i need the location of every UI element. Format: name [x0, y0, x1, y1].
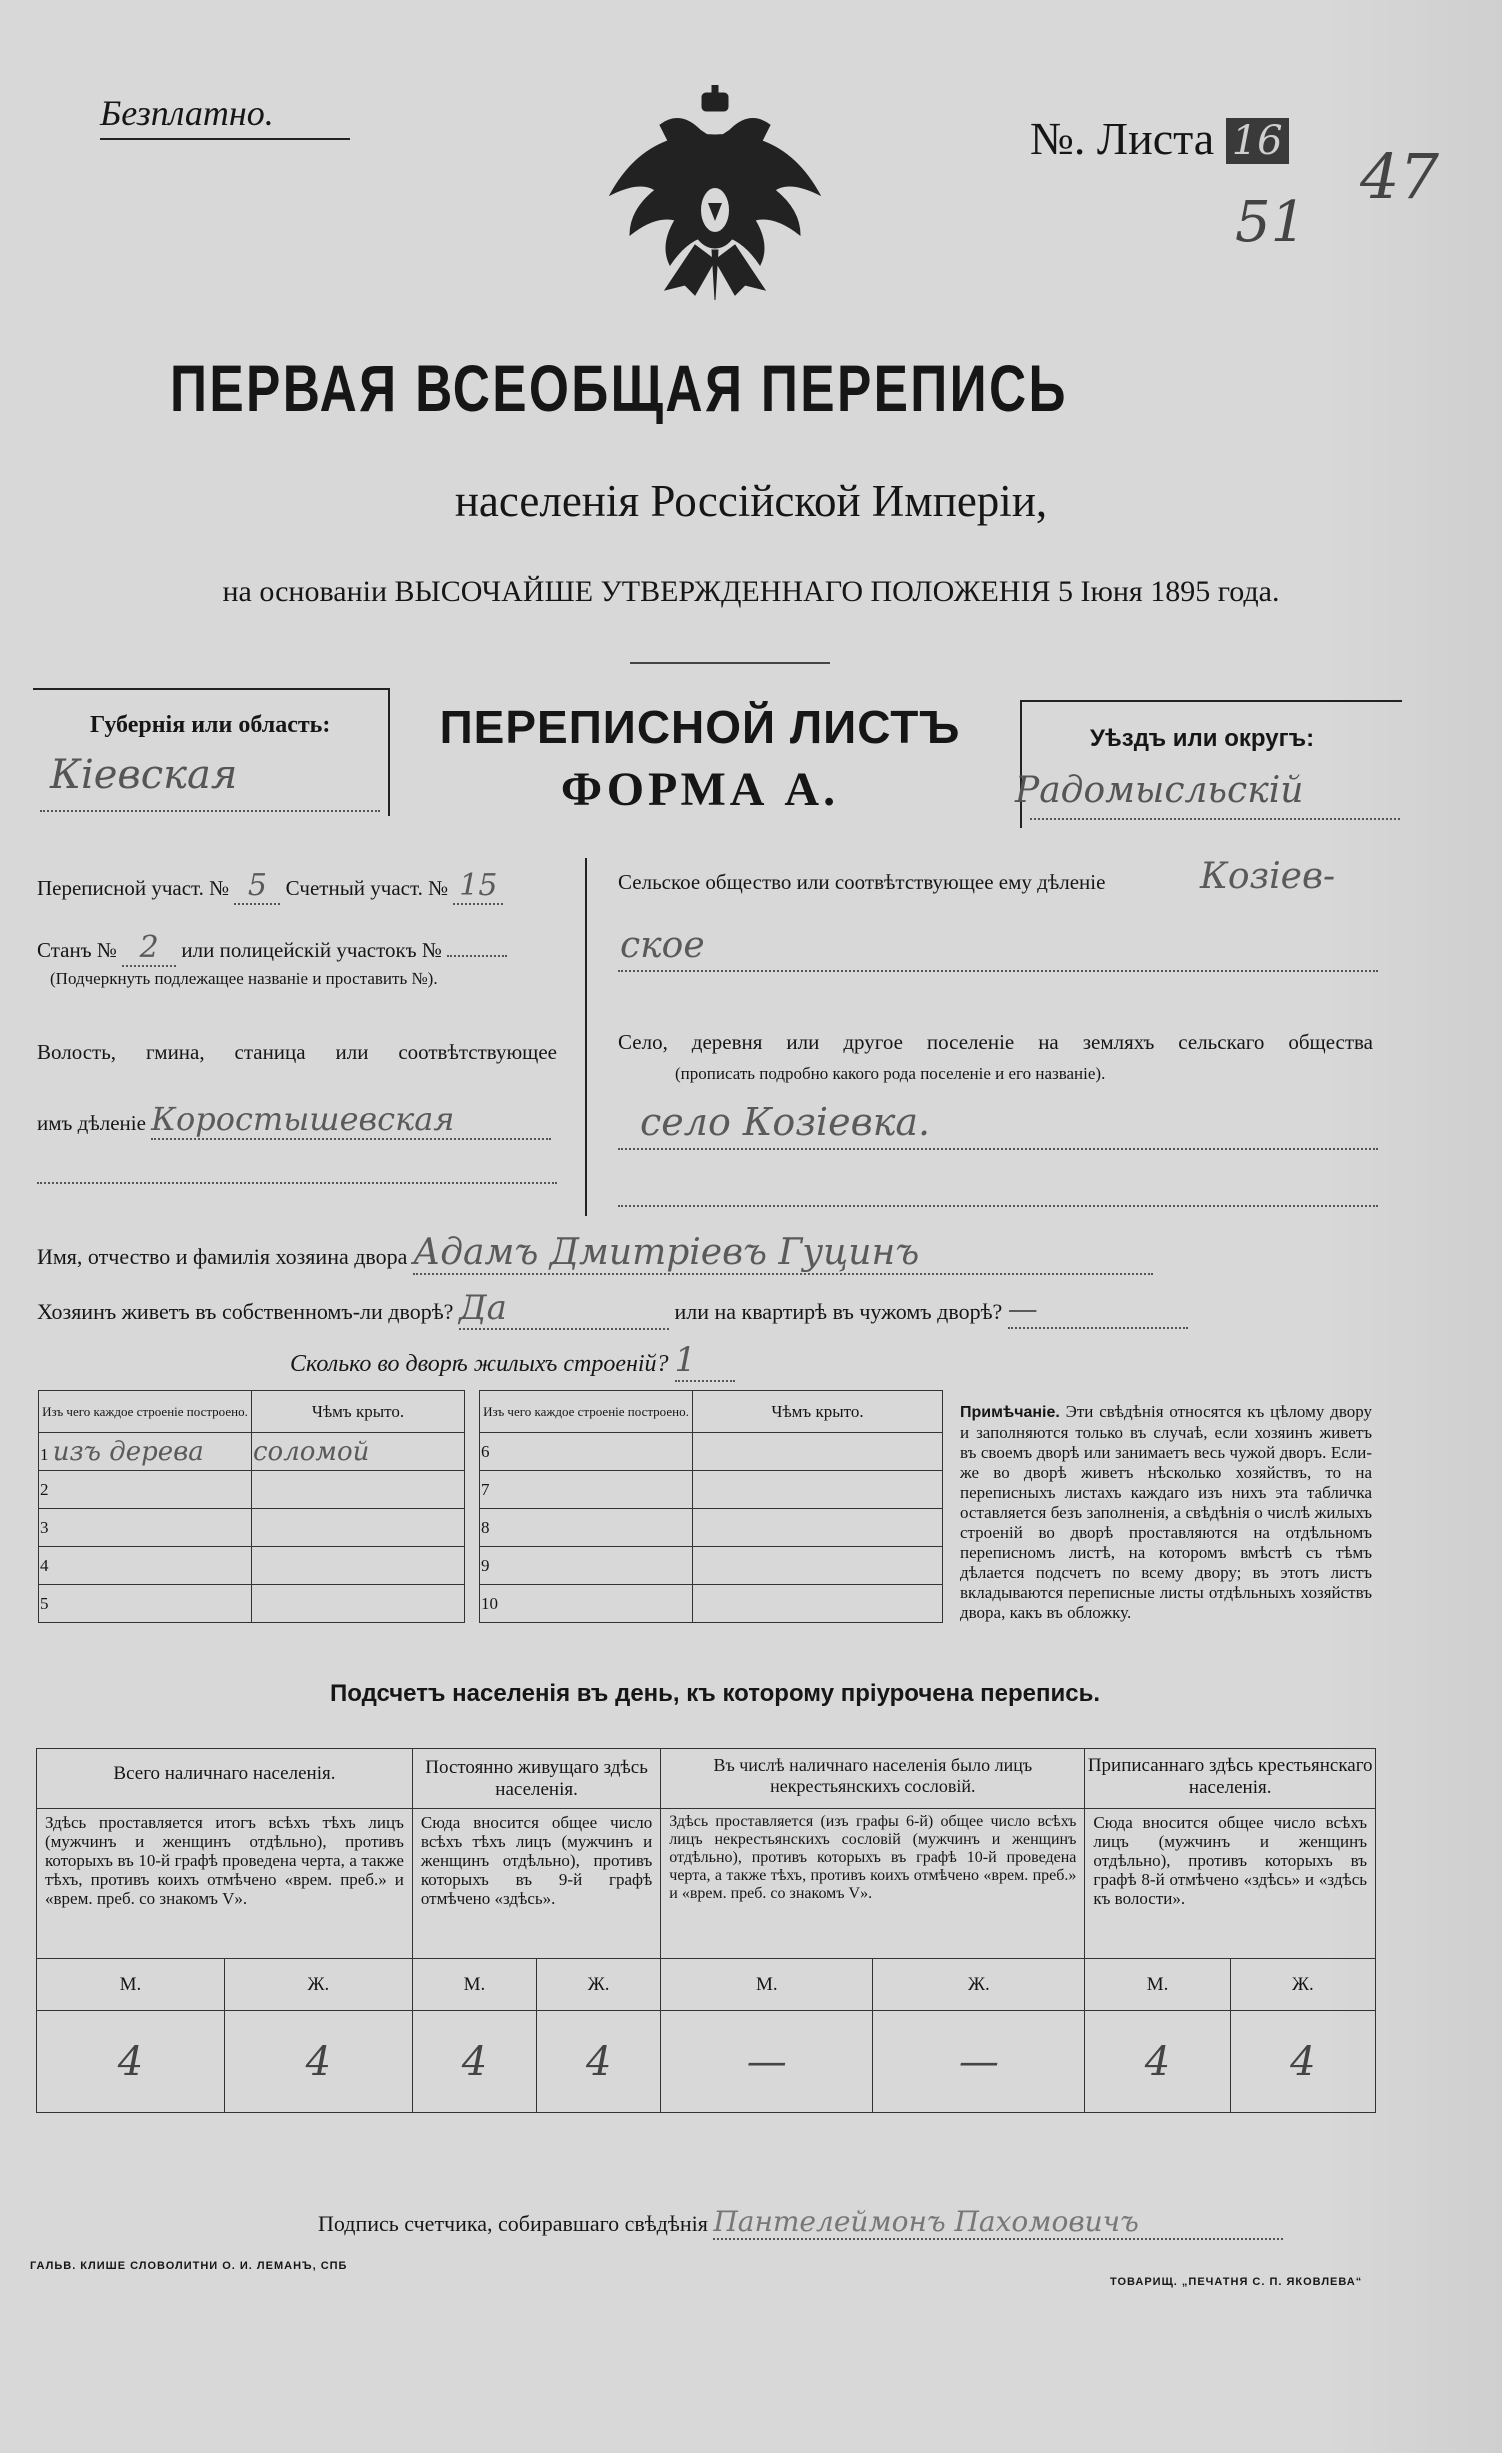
row3-material: [39, 1509, 252, 1547]
stan-value: 2: [122, 930, 176, 967]
row-num: 2: [40, 1479, 49, 1499]
ornament-divider: [630, 662, 830, 664]
row8-material: [480, 1509, 693, 1547]
owner-name-row: [37, 1232, 1153, 1275]
pop-col4-desc: Сюда вносится общее число всѣхъ лицъ (мужчинъ и женщинъ отдѣльно), противъ которыхъ въ графѣ 8-й отмѣчено «здѣсь» и «здѣсь къ волости».: [1085, 1809, 1376, 1959]
row4-material: [39, 1547, 252, 1585]
col-roof-right: Чѣмъ крыто.: [693, 1391, 943, 1433]
row4-roof: [252, 1547, 465, 1585]
owner-rent-value: —: [1008, 1292, 1188, 1329]
buildings-row: [290, 1340, 735, 1382]
table-gap: [465, 1391, 480, 1433]
note-title: Примѣчаніе.: [960, 1404, 1060, 1421]
stan-row: [37, 930, 507, 967]
note-block: [960, 1402, 1372, 1623]
pop-col2-header: Постоянно живущаго здѣсь населенія.: [412, 1749, 660, 1809]
table-row: [39, 1585, 943, 1623]
table-row: [39, 1471, 943, 1509]
stan-label: Станъ №: [37, 938, 117, 962]
table-gap: [465, 1585, 480, 1623]
population-title: Подсчетъ населенія въ день, къ которому пріурочена перепись.: [330, 1680, 1100, 1707]
table-gap: [465, 1471, 480, 1509]
volost-label: Волость, гмина, станица или соотвѣтствующее: [37, 1040, 557, 1064]
owner-own-row: [37, 1288, 1188, 1330]
pop-zh-label: Ж.: [224, 1959, 412, 2011]
printer-right: ТОВАРИЩ. „ПЕЧАТНЯ С. П. ЯКОВЛЕВА“: [1110, 2276, 1363, 2288]
sheet-number-value: 16: [1226, 118, 1289, 164]
population-sex-row: [37, 1959, 1376, 2011]
table-gap: [465, 1547, 480, 1585]
volost-value: Коростышевская: [151, 1100, 551, 1140]
counting-area-label: Счетный участ. №: [285, 876, 449, 900]
row1-material: [39, 1433, 252, 1471]
pop-col1-desc: Здѣсь проставляется итогъ всѣхъ тѣхъ лицъ (мужчинъ и женщинъ отдѣльно), противъ которыхъ въ 10-й графѣ проведена черта, а также тѣхъ, противъ коихъ отмѣчено «врем. преб.» и «врем. преб. со знакомъ V».: [37, 1809, 413, 1959]
police-note: (Подчеркнуть подлежащее названіе и проставить №).: [50, 969, 438, 988]
table-row: [39, 1547, 943, 1585]
row8-roof: [693, 1509, 943, 1547]
col-material-left: Изъ чего каждое строеніе построено.: [39, 1391, 252, 1433]
pop-col1-m: 4: [37, 2011, 225, 2113]
row3-roof: [252, 1509, 465, 1547]
pop-m-label: М.: [1085, 1959, 1230, 2011]
table-row: [39, 1433, 943, 1471]
pop-col4-m: 4: [1085, 2011, 1230, 2113]
row2-material: [39, 1471, 252, 1509]
row-num: 1: [40, 1444, 49, 1464]
row9-material: [480, 1547, 693, 1585]
province-label: Губернія или область:: [90, 712, 331, 738]
row6-material: [480, 1433, 693, 1471]
eagle-emblem-icon: [600, 85, 830, 310]
row1-material-value: изъ дерева: [52, 1436, 204, 1467]
row-num: 3: [40, 1517, 49, 1537]
pop-col3-header: Въ числѣ наличнаго населенія было лицъ некрестьянскихъ сословій.: [661, 1749, 1085, 1809]
note-text: Эти свѣдѣнія относятся къ цѣлому двору и заполняются только въ случаѣ, если хозяинъ живетъ въ своемъ дворѣ или занимаетъ весь чужой дворъ. Если-же во дворѣ живетъ нѣсколько хозяйствъ, то на переписныхъ листахъ каждаго изъ нихъ эта табличка оставляется безъ заполненія, а свѣдѣнія о числѣ жилыхъ строеній во дворѣ проставляются на отдѣльномъ переписномъ листѣ, на которомъ вмѣстѣ съ тѣмъ дѣлается подсчетъ по всему двору; въ этотъ листъ вкладываются переписные листы отдѣльныхъ хозяйствъ двора, какъ въ обложку.: [960, 1402, 1372, 1622]
table-row: [39, 1509, 943, 1547]
row10-material: [480, 1585, 693, 1623]
row2-roof: [252, 1471, 465, 1509]
population-table: [36, 1748, 1376, 2113]
printer-left: ГАЛЬВ. КЛИШЕ СЛОВОЛИТНИ О. И. ЛЕМАНЪ, СПБ: [30, 2260, 348, 2272]
village-value: село Козіевка.: [640, 1100, 931, 1144]
col-roof-left: Чѣмъ крыто.: [252, 1391, 465, 1433]
sheet-number: [1030, 112, 1289, 165]
police-value: [447, 955, 507, 957]
pop-zh-label: Ж.: [873, 1959, 1085, 2011]
owner-name-value: Адамъ Дмитріевъ Гуцинъ: [413, 1232, 1153, 1275]
buildings-value: 1: [675, 1340, 735, 1382]
table-gap: [465, 1509, 480, 1547]
district-label: Уѣздъ или округъ:: [1090, 725, 1315, 752]
owner-own-label: Хозяинъ живетъ въ собственномъ-ли дворѣ?: [37, 1299, 454, 1324]
page-basis: на основаніи ВЫСОЧАЙШЕ УТВЕРЖДЕННАГО ПОЛОЖЕНІЯ 5 Іюня 1895 года.: [222, 575, 1280, 608]
pop-m-label: М.: [661, 1959, 873, 2011]
row-num: 7: [481, 1479, 490, 1499]
pop-col2-desc: Сюда вносится общее число всѣхъ тѣхъ лицъ (мужчинъ и женщинъ отдѣльно), противъ которыхъ въ 9-й графѣ отмѣчено «здѣсь».: [412, 1809, 660, 1959]
pop-zh-label: Ж.: [537, 1959, 661, 2011]
sheet-number-label: №. Листа: [1030, 113, 1215, 164]
police-label: или полицейскій участокъ №: [181, 938, 442, 962]
district-value: Радомысльскій: [1015, 770, 1304, 811]
row6-roof: [693, 1433, 943, 1471]
row-num: 9: [481, 1555, 490, 1575]
pop-col1-zh: 4: [224, 2011, 412, 2113]
table-gap: [465, 1433, 480, 1471]
society-label: Сельское общество или соотвѣтствующее ему дѣленіе: [618, 870, 1106, 894]
census-area-value: 5: [234, 868, 280, 905]
pop-col2-m: 4: [412, 2011, 536, 2113]
sheet-number-value2: 51: [1235, 190, 1307, 255]
buildings-table: [38, 1390, 943, 1623]
society-dots: [618, 970, 1378, 972]
pop-col3-zh: —: [873, 2011, 1085, 2113]
pop-col1-header: Всего наличнаго населенія.: [37, 1749, 413, 1809]
row1-roof-value: соломой: [253, 1436, 370, 1467]
form-subtitle: ФОРМА А.: [560, 763, 840, 816]
pop-zh-label: Ж.: [1230, 1959, 1375, 2011]
free-underline: [100, 138, 350, 140]
fields-divider: [585, 858, 587, 1216]
volost-dots: [37, 1182, 557, 1184]
pop-col4-zh: 4: [1230, 2011, 1375, 2113]
population-values-row: [37, 2011, 1376, 2113]
signature-label: Подпись счетчика, собиравшаго свѣдѣнія: [318, 2211, 708, 2236]
volost-label2: имъ дѣленіе: [37, 1111, 146, 1135]
free-label: Безплатно.: [100, 93, 274, 133]
signature-row: [318, 2205, 1283, 2240]
pop-col3-desc: Здѣсь проставляется (изъ графы 6-й) общее число всѣхъ лицъ некрестьянскихъ сословій (мужчинъ и женщинъ отдѣльно), противъ которыхъ въ графѣ 10-й проведена черта, а также тѣхъ, противъ коихъ отмѣчено «врем. преб.» и «врем. преб. со знакомъ V».: [661, 1809, 1085, 1959]
district-dots: [1030, 818, 1400, 820]
row-num: 6: [481, 1441, 490, 1461]
row9-roof: [693, 1547, 943, 1585]
buildings-label: Сколько во дворѣ жилыхъ строеній?: [290, 1351, 669, 1377]
row-num: 4: [40, 1555, 49, 1575]
province-value: Кіевская: [50, 752, 238, 798]
population-header-row: [37, 1749, 1376, 1809]
society-value2: ское: [620, 925, 705, 966]
form-title: ПЕРЕПИСНОЙ ЛИСТЪ: [439, 701, 961, 753]
pop-m-label: М.: [412, 1959, 536, 2011]
row7-roof: [693, 1471, 943, 1509]
pop-m-label: М.: [37, 1959, 225, 2011]
census-area-label: Переписной участ. №: [37, 876, 230, 900]
buildings-table-header: [39, 1391, 943, 1433]
province-dots: [40, 810, 380, 812]
page-title: ПЕРВАЯ ВСЕОБЩАЯ ПЕРЕПИСЬ: [170, 351, 1068, 425]
col-material-right: Изъ чего каждое строеніе построено.: [480, 1391, 693, 1433]
pop-col2-zh: 4: [537, 2011, 661, 2113]
page-subtitle: населенія Россійской Имперіи,: [454, 476, 1048, 526]
pop-col3-m: —: [661, 2011, 873, 2113]
row-num: 8: [481, 1517, 490, 1537]
owner-name-label: Имя, отчество и фамилія хозяина двора: [37, 1244, 408, 1269]
signature-value: Пантелеймонъ Пахомовичъ: [713, 2205, 1283, 2240]
pop-col4-header: Приписаннаго здѣсь крестьянскаго населенія.: [1085, 1749, 1376, 1809]
owner-rent-label: или на квартирѣ въ чужомъ дворѣ?: [674, 1299, 1003, 1324]
owner-own-value: Да: [459, 1288, 669, 1330]
village-dots2: [618, 1205, 1378, 1207]
village-label: Село, деревня или другое поселеніе на земляхъ сельскаго общества: [618, 1030, 1373, 1054]
row5-roof: [252, 1585, 465, 1623]
village-note: (прописать подробно какого рода поселеніе и его названіе).: [675, 1064, 1106, 1083]
society-value1: Козіев-: [1200, 856, 1336, 897]
row1-roof: [252, 1433, 465, 1471]
row7-material: [480, 1471, 693, 1509]
volost-row: [37, 1100, 551, 1140]
row10-roof: [693, 1585, 943, 1623]
row-num: 10: [481, 1593, 498, 1613]
corner-number: 47: [1360, 140, 1439, 213]
row-num: 5: [40, 1593, 49, 1613]
counting-area-value: 15: [453, 868, 503, 905]
population-desc-row: [37, 1809, 1376, 1959]
census-area-row: [37, 868, 503, 905]
row5-material: [39, 1585, 252, 1623]
village-dots: [618, 1148, 1378, 1150]
